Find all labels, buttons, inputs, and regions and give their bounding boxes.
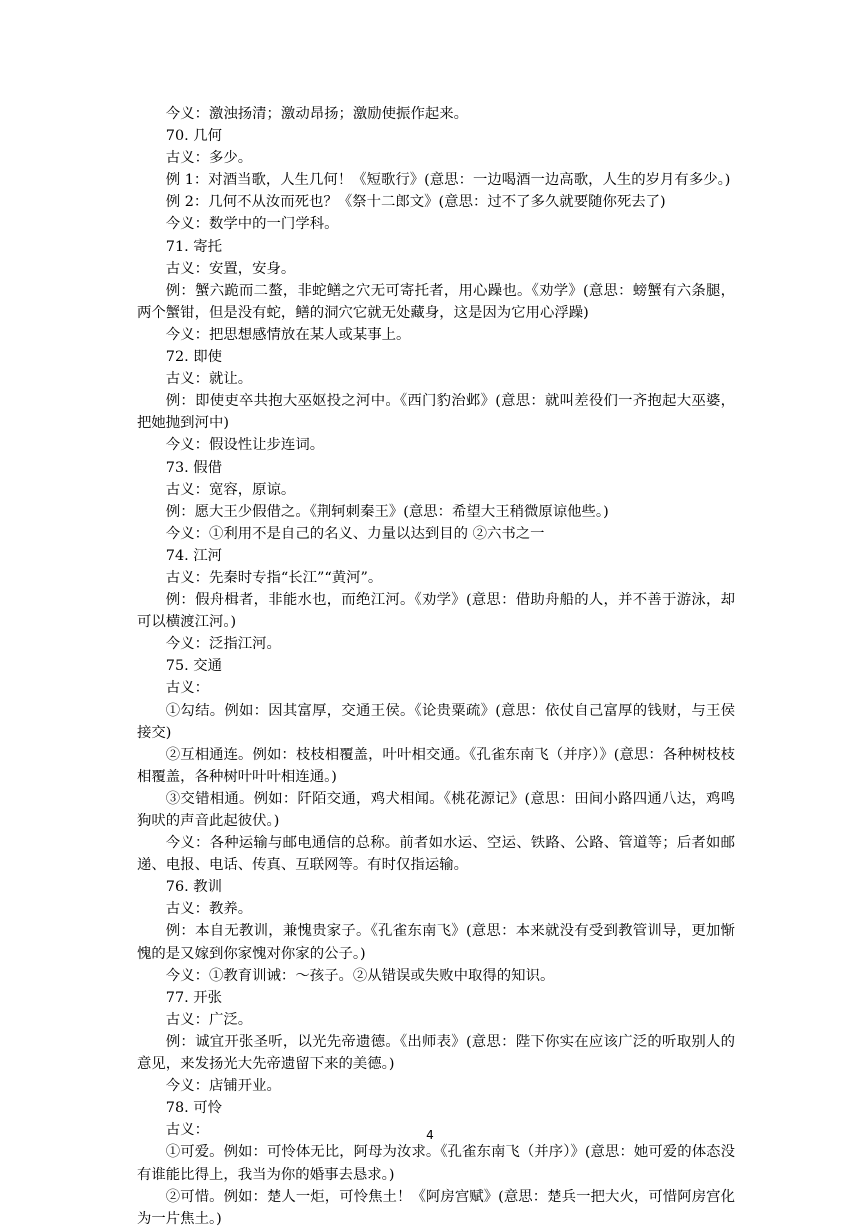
text-paragraph: 今义：激浊扬清；激动昂扬；激励使振作起来。 — [165, 106, 469, 122]
text-paragraph: 例 1：对酒当歌，人生几何！《短歌行》(意思：一边喝酒一边高歌，人生的岁月有多少。) — [165, 172, 731, 189]
text-paragraph: 古义：宽容，原谅。 — [165, 481, 296, 498]
text-paragraph: 76. 教训 — [165, 879, 223, 896]
text-paragraph: 古义：广泛。 — [165, 1011, 253, 1028]
text-paragraph: 78. 可怜 — [165, 1100, 223, 1117]
text-paragraph: 古义：就让。 — [165, 371, 253, 388]
text-paragraph: 今义：店铺开业。 — [165, 1078, 281, 1095]
text-paragraph: 例：即使吏卒共抱大巫妪投之河中。《西门豹治邺》(意思：就叫差役们一齐抱起大巫婆，把她抛到河中) — [137, 393, 735, 432]
text-paragraph: 73. 假借 — [165, 459, 223, 476]
text-paragraph: 例：蟹六跪而二螯，非蛇鳝之穴无可寄托者，用心躁也。《劝学》(意思：螃蟹有六条腿，两个蟹钳，但是没有蛇，鳝的洞穴它就无处藏身，这是因为它用心浮躁) — [137, 282, 735, 321]
text-paragraph: 今义：假设性让步连词。 — [165, 437, 325, 454]
text-paragraph: 今义：把思想感情放在某人或某事上。 — [165, 326, 411, 343]
text-paragraph: ②互相通连。例如：枝枝相覆盖，叶叶相交通。《孔雀东南飞（并序）》(意思：各种树枝枝相覆盖，各种树叶叶叶相连通。) — [137, 746, 735, 785]
text-paragraph: 例：诚宜开张圣听，以光先帝遗德。《出师表》(意思：陛下你实在应该广泛的听取别人的意见，来发扬光大先帝遗留下来的美德。) — [137, 1033, 735, 1073]
text-paragraph: 今义：泛指江河。 — [165, 636, 281, 653]
text-paragraph: 72. 即使 — [165, 349, 223, 366]
text-paragraph: 今义：数学中的一门学科。 — [165, 216, 339, 233]
text-paragraph: ②可惜。例如：楚人一炬，可怜焦土！《阿房宫赋》(意思：楚兵一把大火，可惜阿房宫化为一片焦土。) — [137, 1188, 735, 1227]
text-paragraph: 古义：先秦时专指“长江”“黄河”。 — [165, 569, 383, 586]
text-paragraph: ③交错相通。例如：阡陌交通，鸡犬相闻。《桃花源记》(意思：田间小路四通八达，鸡鸣狗吠的声音此起彼伏。) — [137, 790, 735, 829]
text-paragraph: 古义： — [165, 1122, 209, 1139]
text-paragraph: 今义：①教育训诫：～孩子。②从错误或失败中取得的知识。 — [165, 967, 555, 984]
page-number: 4 — [426, 1128, 434, 1142]
text-paragraph: 74. 江河 — [165, 547, 223, 564]
text-paragraph: 古义：教养。 — [165, 901, 253, 918]
text-paragraph: 例：愿大王少假借之。《荆轲刺秦王》(意思：希望大王稍微原谅他些。) — [165, 503, 609, 520]
text-paragraph: 今义：①利用不是自己的名义、力量以达到目的 ②六书之一 — [165, 525, 545, 542]
text-paragraph: 77. 开张 — [165, 989, 223, 1006]
text-paragraph: ①可爱。例如：可怜体无比，阿母为汝求。《孔雀东南飞（并序）》(意思：她可爱的体态没有谁能比得上，我当为你的婚事去恳求。) — [137, 1144, 735, 1183]
text-paragraph: 71. 寄托 — [165, 238, 223, 255]
text-paragraph: ①勾结。例如：因其富厚，交通王侯。《论贵粟疏》(意思：依仗自己富厚的钱财，与王侯接交) — [137, 702, 735, 741]
text-paragraph: 古义：安置，安身。 — [165, 260, 296, 277]
document-body — [137, 103, 735, 1230]
text-paragraph: 例：假舟楫者，非能水也，而绝江河。《劝学》(意思：借助舟船的人，并不善于游泳，却可以横渡江河。) — [137, 592, 735, 631]
text-paragraph: 70. 几何 — [165, 128, 223, 145]
text-paragraph: 例 2：几何不从汝而死也？《祭十二郎文》(意思：过不了多久就要随你死去了) — [165, 194, 666, 211]
text-paragraph: 今义：各种运输与邮电通信的总称。前者如水运、空运、铁路、公路、管道等；后者如邮递、电报、电话、传真、互联网等。有时仅指运输。 — [137, 835, 735, 874]
text-paragraph: 例：本自无教训，兼愧贵家子。《孔雀东南飞》(意思：本来就没有受到教管训导，更加惭愧的是又嫁到你家愧对你家的公子。) — [137, 923, 735, 962]
text-paragraph: 75. 交通 — [165, 658, 223, 675]
text-paragraph: 古义： — [165, 680, 209, 697]
text-paragraph: 古义：多少。 — [165, 150, 253, 167]
